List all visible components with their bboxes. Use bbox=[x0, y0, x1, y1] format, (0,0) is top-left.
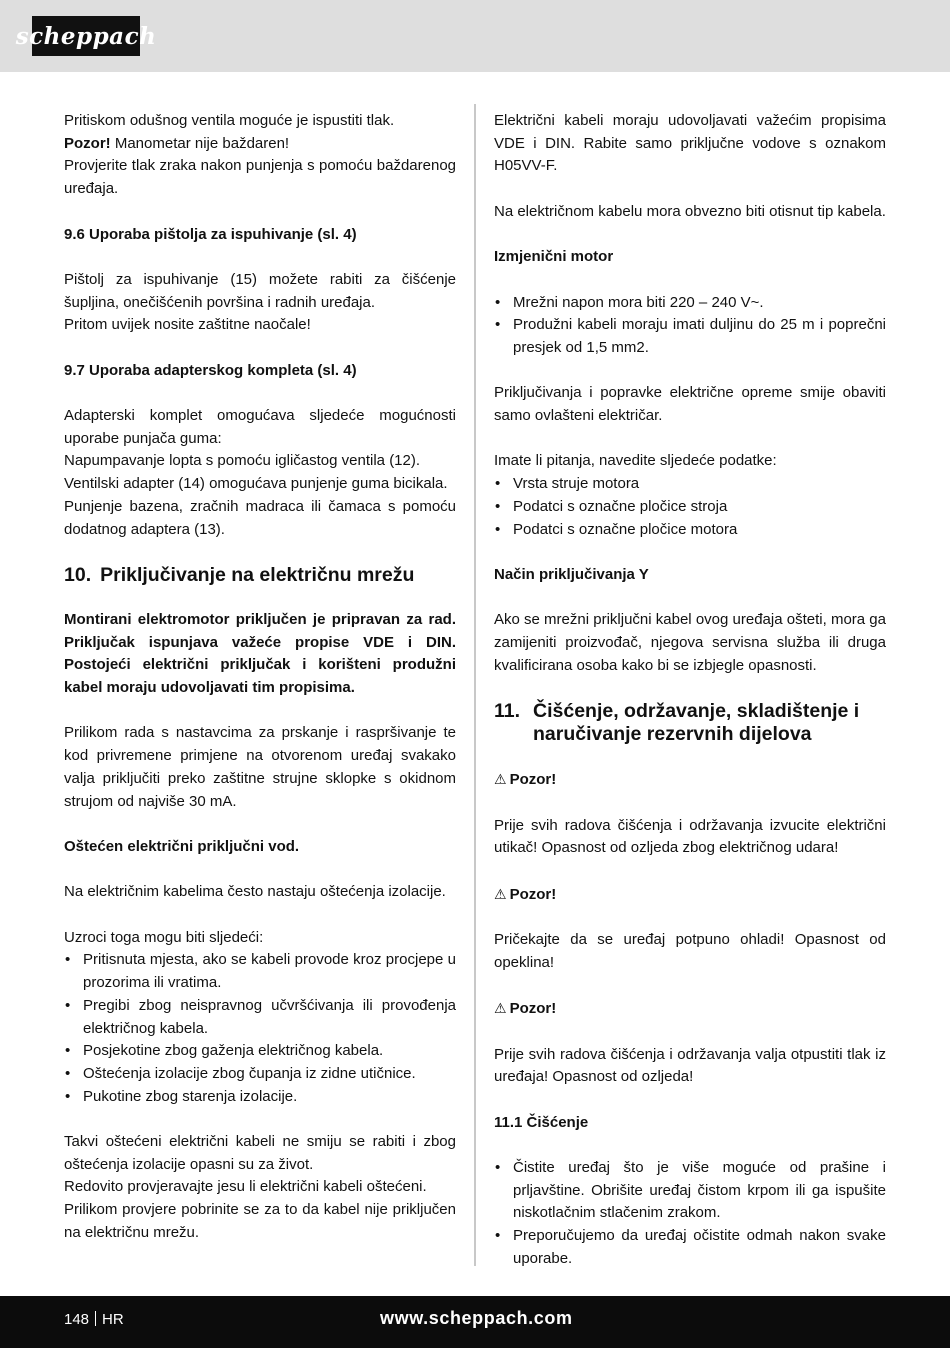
scheppach-logo: scheppach bbox=[32, 16, 140, 56]
section-title: Priključivanje na električnu mrežu bbox=[100, 563, 415, 586]
questions-intro: Imate li pitanja, navedite sljedeće podatke: bbox=[494, 452, 777, 470]
list-item: • Mrežni napon mora biti 220 – 240 V~. bbox=[494, 292, 886, 315]
list-item: • Čistite uređaj što je više moguće od prašine i prljavštine. Obrišite uređaj čistom krpom ili ga ispušite niskotlačnim stlačenim zrakom. bbox=[494, 1157, 886, 1225]
ac-motor-title: Izmjenični motor bbox=[494, 248, 614, 266]
section-10-heading bbox=[64, 564, 456, 587]
list-item: • Pukotine zbog starenja izolacije. bbox=[64, 1086, 456, 1109]
left-column bbox=[64, 110, 456, 1245]
right-column bbox=[494, 110, 886, 1271]
section-title: Čišćenje, održavanje, skladištenje i naručivanje rezervnih dijelova bbox=[533, 700, 860, 746]
y-connection-title: Način priključivanja Y bbox=[494, 565, 649, 583]
damaged-cable-title: Oštećen električni priključni vod. bbox=[64, 837, 300, 855]
section-11-1-title: 11.1 Čišćenje bbox=[494, 1113, 589, 1131]
causes-list bbox=[64, 949, 456, 1108]
cable-regulations-text: Električni kabeli moraju udovoljavati važećim propisima VDE i DIN. Rabite samo priključne vodove s oznakom H05VV-F. bbox=[494, 112, 886, 175]
electrician-text: Priključivanja i popravke električne opreme smije obaviti samo ovlašteni električar. bbox=[494, 384, 886, 425]
page-number: 148 HR bbox=[64, 1311, 124, 1328]
list-item: • Podatci s označne pločice stroja bbox=[494, 496, 886, 519]
section-number: 11. bbox=[494, 700, 521, 723]
separator bbox=[95, 1311, 96, 1326]
column-divider bbox=[474, 104, 476, 1266]
damaged-cable-text: Na električnim kabelima često nastaju oštećenja izolacije. bbox=[64, 883, 446, 901]
section-10-bold-text: Montirani elektromotor priključen je pripravan za rad. Priključak ispunjava važeće propise VDE i DIN. Postojeći električni priključak i korišteni produžni kabel moraju udovoljavati tim propisima. bbox=[64, 610, 456, 697]
footer-bar bbox=[0, 1296, 950, 1348]
list-item: • Posjekotine zbog gaženja električnog kabela. bbox=[64, 1040, 456, 1063]
questions-list bbox=[494, 473, 886, 541]
list-item: • Vrsta struje motora bbox=[494, 473, 886, 496]
list-item: • Podatci s označne pločice motora bbox=[494, 519, 886, 542]
closing-paragraph: Takvi oštećeni električni kabeli ne smiju se rabiti i zbog oštećenja izolacije opasni su za život. Redovito provjeravajte jesu li električni kabeli oštećeni. Prilikom provjere pobrinite se za to da kabel nije priključen na električnu mrežu. bbox=[64, 1133, 456, 1241]
list-item: • Pritisnuta mjesta, ako se kabeli provode kroz procjepe u prozorima ili vratima. bbox=[64, 949, 456, 994]
cable-type-text: Na električnom kabelu mora obvezno biti otisnut tip kabela. bbox=[494, 202, 886, 220]
section-9-6-title: 9.6 Uporaba pištolja za ispuhivanje (sl. 4) bbox=[64, 225, 357, 243]
header-bar bbox=[0, 0, 950, 72]
list-item: • Preporučujemo da uređaj očistite odmah nakon svake uporabe. bbox=[494, 1225, 886, 1270]
language-code: HR bbox=[102, 1311, 124, 1328]
warning-2-label: ⚠ Pozor! bbox=[494, 883, 886, 907]
cleaning-list bbox=[494, 1157, 886, 1271]
warning-icon: ⚠ bbox=[494, 885, 507, 902]
warning-icon: ⚠ bbox=[494, 771, 507, 788]
list-item: • Pregibi zbog neispravnog učvršćivanja ili provođenja električnog kabela. bbox=[64, 995, 456, 1040]
website-url: www.scheppach.com bbox=[380, 1308, 573, 1328]
warning-1-text: Prije svih radova čišćenja i održavanja izvucite električni utikač! Opasnost od ozljeda zbog električnog udara! bbox=[494, 816, 886, 857]
ac-motor-list bbox=[494, 292, 886, 360]
warning-3-text: Prije svih radova čišćenja i održavanja valja otpustiti tlak iz uređaja! Opasnost od ozljeda! bbox=[494, 1045, 886, 1086]
list-item: • Oštećenja izolacije zbog čupanja iz zidne utičnice. bbox=[64, 1063, 456, 1086]
section-9-7-title: 9.7 Uporaba adapterskog kompleta (sl. 4) bbox=[64, 361, 357, 379]
list-item: • Produžni kabeli moraju imati duljinu do 25 m i poprečni presjek od 1,5 mm2. bbox=[494, 314, 886, 359]
section-number: 10. bbox=[64, 563, 92, 586]
section-9-7-text: Adapterski komplet omogućava sljedeće mogućnosti uporabe punjača guma: Napumpavanje lopta s pomoću igličastog ventila (12). Ventilski adapter (14) omogućava punjenje guma bicikala. Punjenje bazena, zračnih madraca ili čamaca s pomoću dodatnog adaptera (13). bbox=[64, 407, 456, 538]
warning-icon: ⚠ bbox=[494, 1000, 507, 1017]
pressure-paragraph: Pritiskom odušnog ventila moguće je ispustiti tlak. Pozor! Manometar nije baždaren! Provjerite tlak zraka nakon punjenja s pomoću baždarenog uređaja. bbox=[64, 112, 456, 198]
warning-1-label: ⚠ Pozor! bbox=[494, 768, 886, 792]
y-connection-text: Ako se mrežni priključni kabel ovog uređaja ošteti, mora ga zamijeniti proizvođač, njegova servisna služba ili druga kvalificirana osoba kako bi se izbjegle opasnosti. bbox=[494, 611, 886, 674]
section-10-paragraph: Prilikom rada s nastavcima za prskanje i raspršivanje te kod privremene primjene na otvorenom uređaj svakako valja priključiti preko zaštitne strujne sklopke s okidnom strujom od najviše 30 mA. bbox=[64, 724, 456, 810]
section-9-6-text: Pištolj za ispuhivanje (15) možete rabiti za čišćenje šupljina, onečišćenih površina i radnih uređaja. Pritom uvijek nosite zaštitne naočale! bbox=[64, 270, 456, 334]
section-11-heading bbox=[494, 700, 886, 746]
causes-intro: Uzroci toga mogu biti sljedeći: bbox=[64, 928, 264, 946]
warning-2-text: Pričekajte da se uređaj potpuno ohladi! Opasnost od opeklina! bbox=[494, 931, 886, 971]
warning-3-label: ⚠ Pozor! bbox=[494, 997, 886, 1021]
